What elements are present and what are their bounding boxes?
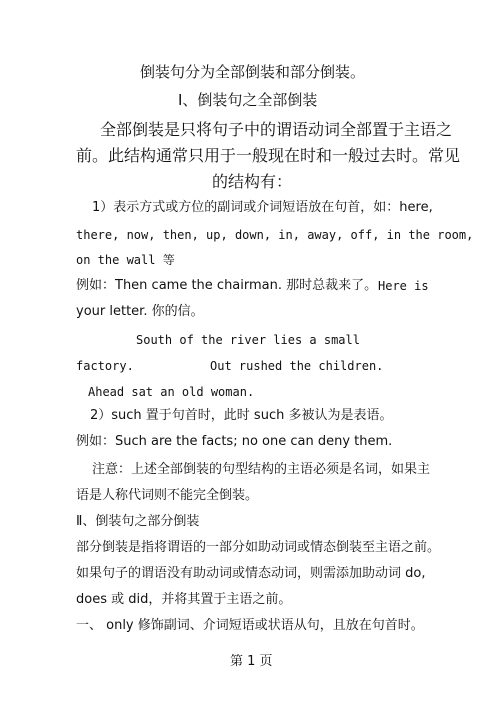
item1-line-1: 1）表示方式或方位的副词或介词短语放在句首，如：here, xyxy=(92,200,433,215)
note-line-1: 注意：上述全部倒装的句型结构的主语必须是名词，如果主 xyxy=(92,462,431,477)
note-line-2: 语是人称代词则不能完全倒装。 xyxy=(76,488,259,503)
page-footer: 第 1 页 xyxy=(230,654,273,669)
example1-line-1a: 例如：Then came the chairman. 那时总裁来了。 xyxy=(76,278,378,293)
partial-line-2: 如果句子的谓语没有助动词或情态动词，则需添加助动词 do, xyxy=(76,566,426,581)
section-heading-partial-inversion: Ⅱ、倒装句之部分倒装 xyxy=(76,514,200,529)
partial-line-1: 部分倒装是指将谓语的一部分如助动词或情态倒装至主语之前。 xyxy=(76,540,441,555)
example1-line-4b: Out rushed the children. xyxy=(210,359,384,373)
example1-line-2: your letter. 你的信。 xyxy=(76,304,204,319)
example1-line-3: South of the river lies a small xyxy=(136,333,360,347)
item1-line-3: on the wall 等 xyxy=(76,253,175,267)
section-heading-full-inversion: Ⅰ、倒装句之全部倒装 xyxy=(178,91,318,109)
document-title: 倒装句分为全部倒装和部分倒装。 xyxy=(140,63,366,81)
intro-line-3: 的结构有： xyxy=(212,172,293,191)
example1-line-5: Ahead sat an old woman. xyxy=(88,385,255,399)
example1-line-4a: factory. xyxy=(76,359,134,373)
example2-line: 例如：Such are the facts; no one can deny them. xyxy=(76,434,393,449)
example1-line-1b: Here is xyxy=(378,279,429,293)
point-1-line: 一、 only 修饰副词、介词短语或状语从句，且放在句首时。 xyxy=(76,618,424,633)
intro-line-1: 全部倒装是只将句子中的谓语动词全部置于主语之 xyxy=(100,120,453,139)
item1-line-2: there, now, then, up, down, in, away, off, in the room, xyxy=(76,228,474,242)
intro-line-2: 前。此结构通常只用于一般现在时和一般过去时。常见 xyxy=(76,146,461,165)
partial-line-3: does 或 did，并将其置于主语之前。 xyxy=(76,592,292,607)
item2-line: 2）such 置于句首时，此时 such 多被认为是表语。 xyxy=(90,408,393,423)
